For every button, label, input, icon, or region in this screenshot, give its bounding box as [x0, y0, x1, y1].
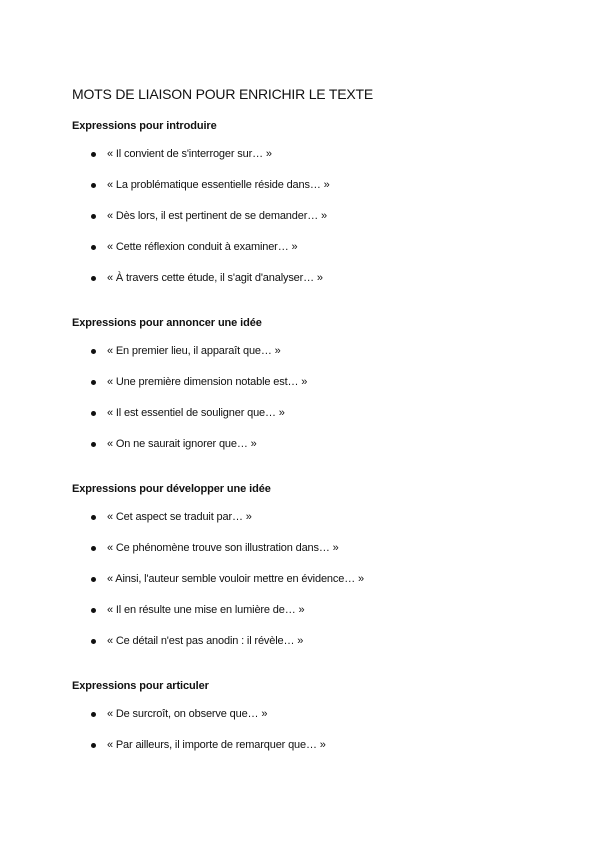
list-item	[72, 635, 552, 666]
list-item-text: « En premier lieu, il apparaît que… »	[107, 345, 281, 357]
list-item-text: « Ainsi, l'auteur semble vouloir mettre en évidence… »	[107, 573, 364, 585]
list-item-text: « Une première dimension notable est… »	[107, 376, 308, 388]
section-heading: Expressions pour introduire	[72, 120, 217, 132]
bullet-icon	[91, 577, 96, 582]
bullet-icon	[91, 245, 96, 250]
list-item-text: « Cet aspect se traduit par… »	[107, 511, 252, 523]
bullet-list	[72, 148, 552, 303]
bullet-icon	[91, 743, 96, 748]
list-item-text: « À travers cette étude, il s'agit d'analyser… »	[107, 272, 323, 284]
bullet-list	[72, 345, 552, 469]
bullet-icon	[91, 546, 96, 551]
list-item	[72, 345, 552, 376]
bullet-list	[72, 708, 552, 770]
list-item	[72, 604, 552, 635]
list-item	[72, 241, 552, 272]
list-item	[72, 739, 552, 770]
bullet-icon	[91, 349, 96, 354]
list-item-text: « Ce détail n'est pas anodin : il révèle… »	[107, 635, 304, 647]
list-item	[72, 376, 552, 407]
section-annoncer	[72, 317, 552, 469]
list-item-text: « Ce phénomène trouve son illustration dans… »	[107, 542, 339, 554]
bullet-icon	[91, 608, 96, 613]
bullet-icon	[91, 639, 96, 644]
list-item-text: « On ne saurait ignorer que… »	[107, 438, 257, 450]
list-item	[72, 272, 552, 303]
document-title: MOTS DE LIAISON POUR ENRICHIR LE TEXTE	[72, 86, 373, 102]
list-item-text: « Il convient de s'interroger sur… »	[107, 148, 272, 160]
list-item	[72, 179, 552, 210]
list-item	[72, 148, 552, 179]
bullet-icon	[91, 380, 96, 385]
list-item	[72, 708, 552, 739]
list-item-text: « Dès lors, il est pertinent de se demander… »	[107, 210, 327, 222]
bullet-icon	[91, 276, 96, 281]
section-developper	[72, 483, 552, 666]
section-heading: Expressions pour développer une idée	[72, 483, 271, 495]
bullet-icon	[91, 442, 96, 447]
list-item-text: « Cette réflexion conduit à examiner… »	[107, 241, 298, 253]
bullet-icon	[91, 515, 96, 520]
bullet-icon	[91, 183, 96, 188]
section-introduire	[72, 120, 552, 303]
list-item-text: « Par ailleurs, il importe de remarquer que… »	[107, 739, 326, 751]
bullet-icon	[91, 712, 96, 717]
list-item	[72, 210, 552, 241]
list-item-text: « Il en résulte une mise en lumière de… »	[107, 604, 305, 616]
bullet-icon	[91, 152, 96, 157]
list-item	[72, 407, 552, 438]
section-articuler	[72, 680, 552, 770]
bullet-icon	[91, 411, 96, 416]
list-item	[72, 573, 552, 604]
list-item	[72, 438, 552, 469]
list-item	[72, 542, 552, 573]
bullet-list	[72, 511, 552, 666]
list-item-text: « Il est essentiel de souligner que… »	[107, 407, 285, 419]
list-item-text: « La problématique essentielle réside dans… »	[107, 179, 330, 191]
list-item-text: « De surcroît, on observe que… »	[107, 708, 268, 720]
list-item	[72, 511, 552, 542]
bullet-icon	[91, 214, 96, 219]
section-heading: Expressions pour annoncer une idée	[72, 317, 262, 329]
section-heading: Expressions pour articuler	[72, 680, 209, 692]
